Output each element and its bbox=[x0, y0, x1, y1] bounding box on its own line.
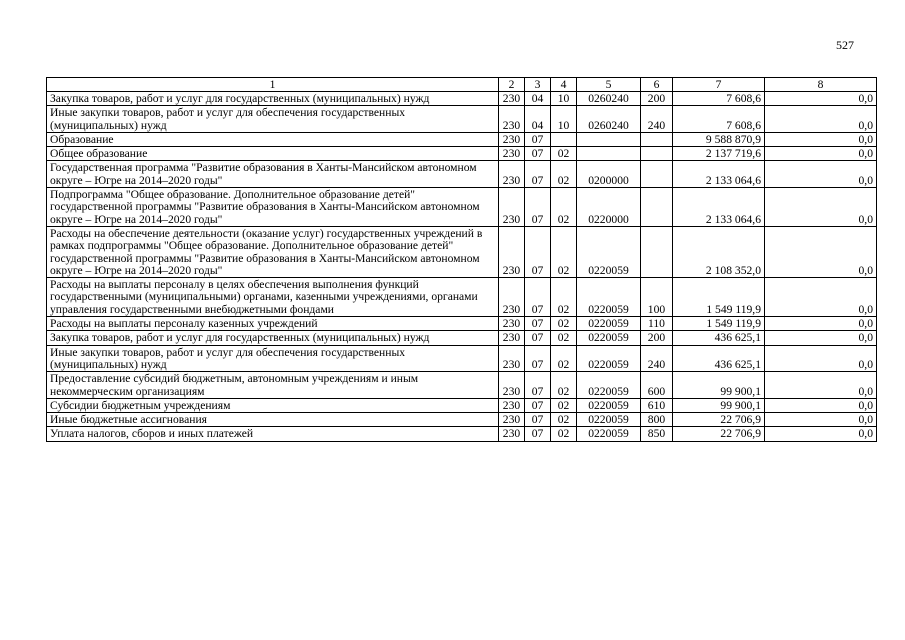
section-cell: 07 bbox=[525, 226, 551, 277]
amount-col8-cell: 0,0 bbox=[765, 161, 877, 188]
table-row bbox=[47, 106, 877, 133]
target-article-cell: 0220059 bbox=[577, 226, 641, 277]
admin-code-cell: 230 bbox=[499, 317, 525, 331]
amount-cell: 2 137 719,6 bbox=[673, 147, 765, 161]
expense-type-cell: 200 bbox=[641, 92, 673, 106]
expense-type-cell bbox=[641, 188, 673, 227]
amount-cell: 7 608,6 bbox=[673, 92, 765, 106]
amount-cell: 2 133 064,6 bbox=[673, 188, 765, 227]
admin-code-cell: 230 bbox=[499, 188, 525, 227]
target-article-cell: 0220000 bbox=[577, 188, 641, 227]
subsection-cell: 02 bbox=[551, 427, 577, 441]
section-cell: 07 bbox=[525, 132, 551, 146]
admin-code-cell: 230 bbox=[499, 331, 525, 345]
row-name-cell: Иные закупки товаров, работ и услуг для обеспечения государственных (муниципальных) нужд bbox=[47, 345, 499, 372]
target-article-cell: 0260240 bbox=[577, 106, 641, 133]
section-cell: 04 bbox=[525, 106, 551, 133]
amount-col8-cell: 0,0 bbox=[765, 372, 877, 399]
amount-col8-cell: 0,0 bbox=[765, 331, 877, 345]
row-name-cell: Расходы на выплаты персоналу в целях обеспечения выполнения функций государственными (муниципальными) органами, казенными учреждениями, органами управления государственными внебюджетными фондами bbox=[47, 278, 499, 317]
admin-code-cell: 230 bbox=[499, 427, 525, 441]
section-cell: 04 bbox=[525, 92, 551, 106]
admin-code-cell: 230 bbox=[499, 92, 525, 106]
table-row bbox=[47, 226, 877, 277]
section-cell: 07 bbox=[525, 413, 551, 427]
expense-type-cell: 240 bbox=[641, 106, 673, 133]
subsection-cell: 02 bbox=[551, 331, 577, 345]
target-article-cell: 0220059 bbox=[577, 413, 641, 427]
table-row bbox=[47, 92, 877, 106]
amount-cell: 2 108 352,0 bbox=[673, 226, 765, 277]
section-cell: 07 bbox=[525, 372, 551, 399]
table-row bbox=[47, 398, 877, 412]
expense-type-cell: 100 bbox=[641, 278, 673, 317]
column-header: 1 bbox=[47, 78, 499, 92]
subsection-cell: 10 bbox=[551, 92, 577, 106]
table-body bbox=[47, 92, 877, 442]
section-cell: 07 bbox=[525, 147, 551, 161]
subsection-cell: 02 bbox=[551, 278, 577, 317]
column-header: 8 bbox=[765, 78, 877, 92]
section-cell: 07 bbox=[525, 345, 551, 372]
subsection-cell: 02 bbox=[551, 226, 577, 277]
amount-cell: 2 133 064,6 bbox=[673, 161, 765, 188]
expense-type-cell: 110 bbox=[641, 317, 673, 331]
row-name-cell: Закупка товаров, работ и услуг для государственных (муниципальных) нужд bbox=[47, 331, 499, 345]
target-article-cell: 0260240 bbox=[577, 92, 641, 106]
row-name-cell: Подпрограмма "Общее образование. Дополнительное образование детей" государственной программы "Развитие образования в Ханты-Мансийском автономном округе – Югре на 2014–2020 годы" bbox=[47, 188, 499, 227]
target-article-cell bbox=[577, 147, 641, 161]
expense-type-cell: 850 bbox=[641, 427, 673, 441]
amount-col8-cell: 0,0 bbox=[765, 427, 877, 441]
admin-code-cell: 230 bbox=[499, 345, 525, 372]
expense-type-cell: 200 bbox=[641, 331, 673, 345]
subsection-cell bbox=[551, 132, 577, 146]
amount-col8-cell: 0,0 bbox=[765, 147, 877, 161]
admin-code-cell: 230 bbox=[499, 278, 525, 317]
subsection-cell: 02 bbox=[551, 317, 577, 331]
amount-col8-cell: 0,0 bbox=[765, 132, 877, 146]
amount-cell: 1 549 119,9 bbox=[673, 317, 765, 331]
row-name-cell: Расходы на выплаты персоналу казенных учреждений bbox=[47, 317, 499, 331]
row-name-cell: Образование bbox=[47, 132, 499, 146]
row-name-cell: Общее образование bbox=[47, 147, 499, 161]
column-header: 4 bbox=[551, 78, 577, 92]
section-cell: 07 bbox=[525, 398, 551, 412]
admin-code-cell: 230 bbox=[499, 226, 525, 277]
target-article-cell: 0220059 bbox=[577, 331, 641, 345]
admin-code-cell: 230 bbox=[499, 132, 525, 146]
amount-cell: 9 588 870,9 bbox=[673, 132, 765, 146]
amount-col8-cell: 0,0 bbox=[765, 345, 877, 372]
target-article-cell: 0220059 bbox=[577, 278, 641, 317]
section-cell: 07 bbox=[525, 317, 551, 331]
expense-type-cell: 800 bbox=[641, 413, 673, 427]
subsection-cell: 02 bbox=[551, 161, 577, 188]
subsection-cell: 02 bbox=[551, 345, 577, 372]
column-header: 5 bbox=[577, 78, 641, 92]
amount-cell: 436 625,1 bbox=[673, 345, 765, 372]
table-row bbox=[47, 413, 877, 427]
table-row bbox=[47, 331, 877, 345]
row-name-cell: Иные закупки товаров, работ и услуг для обеспечения государственных (муниципальных) нужд bbox=[47, 106, 499, 133]
admin-code-cell: 230 bbox=[499, 398, 525, 412]
table-row bbox=[47, 278, 877, 317]
row-name-cell: Предоставление субсидий бюджетным, автономным учреждениям и иным некоммерческим организациям bbox=[47, 372, 499, 399]
section-cell: 07 bbox=[525, 331, 551, 345]
section-cell: 07 bbox=[525, 188, 551, 227]
table-row bbox=[47, 161, 877, 188]
target-article-cell bbox=[577, 132, 641, 146]
expense-type-cell: 600 bbox=[641, 372, 673, 399]
admin-code-cell: 230 bbox=[499, 147, 525, 161]
amount-col8-cell: 0,0 bbox=[765, 413, 877, 427]
target-article-cell: 0200000 bbox=[577, 161, 641, 188]
table-row bbox=[47, 147, 877, 161]
table-row bbox=[47, 132, 877, 146]
target-article-cell: 0220059 bbox=[577, 317, 641, 331]
page-number: 527 bbox=[836, 38, 854, 52]
expense-type-cell bbox=[641, 161, 673, 188]
amount-col8-cell: 0,0 bbox=[765, 398, 877, 412]
column-header: 2 bbox=[499, 78, 525, 92]
column-header: 6 bbox=[641, 78, 673, 92]
expense-type-cell bbox=[641, 147, 673, 161]
budget-table bbox=[46, 77, 877, 442]
row-name-cell: Закупка товаров, работ и услуг для государственных (муниципальных) нужд bbox=[47, 92, 499, 106]
target-article-cell: 0220059 bbox=[577, 427, 641, 441]
amount-col8-cell: 0,0 bbox=[765, 92, 877, 106]
table-row bbox=[47, 188, 877, 227]
amount-cell: 436 625,1 bbox=[673, 331, 765, 345]
section-cell: 07 bbox=[525, 427, 551, 441]
expense-type-cell bbox=[641, 132, 673, 146]
table-header-row bbox=[47, 78, 877, 92]
subsection-cell: 02 bbox=[551, 147, 577, 161]
admin-code-cell: 230 bbox=[499, 161, 525, 188]
table-row bbox=[47, 427, 877, 441]
admin-code-cell: 230 bbox=[499, 106, 525, 133]
column-header: 7 bbox=[673, 78, 765, 92]
section-cell: 07 bbox=[525, 278, 551, 317]
row-name-cell: Иные бюджетные ассигнования bbox=[47, 413, 499, 427]
subsection-cell: 02 bbox=[551, 413, 577, 427]
amount-col8-cell: 0,0 bbox=[765, 317, 877, 331]
amount-col8-cell: 0,0 bbox=[765, 106, 877, 133]
amount-col8-cell: 0,0 bbox=[765, 278, 877, 317]
amount-cell: 1 549 119,9 bbox=[673, 278, 765, 317]
section-cell: 07 bbox=[525, 161, 551, 188]
amount-col8-cell: 0,0 bbox=[765, 188, 877, 227]
subsection-cell: 02 bbox=[551, 372, 577, 399]
amount-cell: 99 900,1 bbox=[673, 372, 765, 399]
subsection-cell: 10 bbox=[551, 106, 577, 133]
expense-type-cell: 610 bbox=[641, 398, 673, 412]
expense-type-cell bbox=[641, 226, 673, 277]
target-article-cell: 0220059 bbox=[577, 345, 641, 372]
target-article-cell: 0220059 bbox=[577, 372, 641, 399]
expense-type-cell: 240 bbox=[641, 345, 673, 372]
amount-cell: 22 706,9 bbox=[673, 427, 765, 441]
amount-cell: 22 706,9 bbox=[673, 413, 765, 427]
table-row bbox=[47, 372, 877, 399]
amount-cell: 99 900,1 bbox=[673, 398, 765, 412]
amount-col8-cell: 0,0 bbox=[765, 226, 877, 277]
table-row bbox=[47, 317, 877, 331]
table-row bbox=[47, 345, 877, 372]
row-name-cell: Субсидии бюджетным учреждениям bbox=[47, 398, 499, 412]
amount-cell: 7 608,6 bbox=[673, 106, 765, 133]
subsection-cell: 02 bbox=[551, 188, 577, 227]
admin-code-cell: 230 bbox=[499, 413, 525, 427]
target-article-cell: 0220059 bbox=[577, 398, 641, 412]
row-name-cell: Расходы на обеспечение деятельности (оказание услуг) государственных учреждений в рамках подпрограммы "Общее образование. Дополнительное образование детей" государственной программы "Развитие образования в Ханты-Мансийском автономном округе – Югре на 2014–2020 годы" bbox=[47, 226, 499, 277]
row-name-cell: Государственная программа "Развитие образования в Ханты-Мансийском автономном округе – Югре на 2014–2020 годы" bbox=[47, 161, 499, 188]
row-name-cell: Уплата налогов, сборов и иных платежей bbox=[47, 427, 499, 441]
admin-code-cell: 230 bbox=[499, 372, 525, 399]
column-header: 3 bbox=[525, 78, 551, 92]
subsection-cell: 02 bbox=[551, 398, 577, 412]
